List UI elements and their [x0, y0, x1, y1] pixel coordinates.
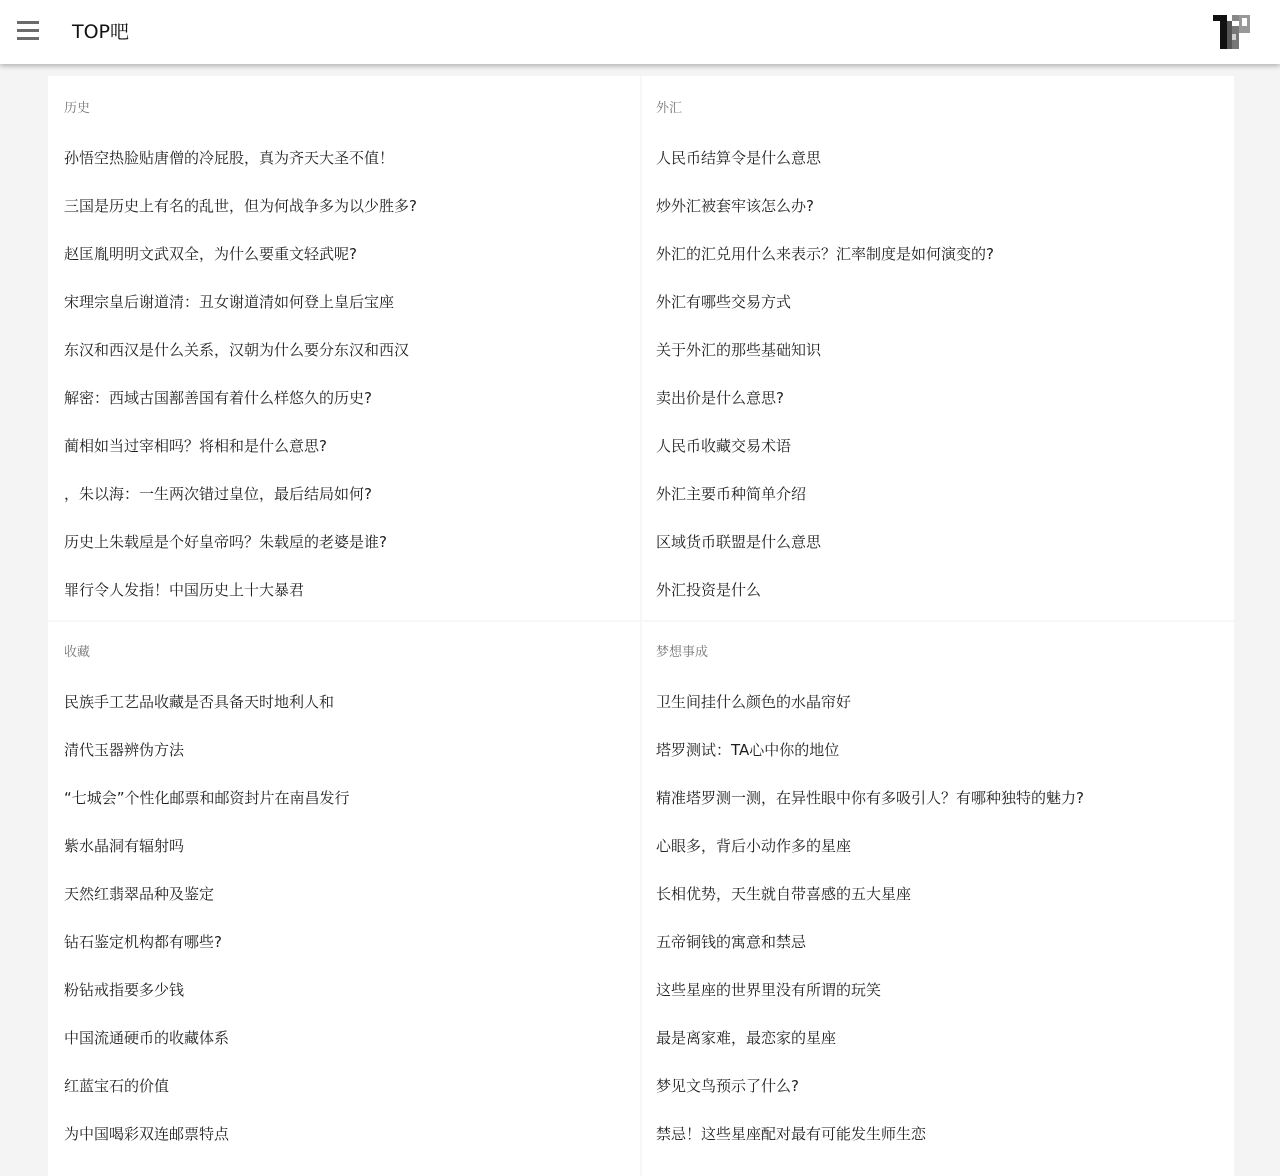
article-list — [656, 144, 1216, 624]
section-title[interactable]: 历史 — [64, 101, 91, 116]
menu-icon-bar — [17, 29, 39, 32]
article-link[interactable]: 民族手工艺品收藏是否具备天时地利人和 — [64, 693, 335, 711]
article-link[interactable]: 粉钻戒指要多少钱 — [64, 981, 185, 999]
article-link[interactable]: 紫水晶洞有辐射吗 — [64, 837, 185, 855]
article-link[interactable]: 卖出价是什么意思? — [656, 389, 784, 407]
section-title[interactable]: 外汇 — [656, 101, 683, 116]
column-divider — [640, 76, 642, 1176]
menu-icon-bar — [17, 37, 39, 40]
article-link[interactable]: 卫生间挂什么颜色的水晶帘好 — [656, 693, 852, 711]
article-link[interactable]: 外汇投资是什么 — [656, 581, 762, 599]
article-link[interactable]: 蔺相如当过宰相吗？将相和是什么意思? — [64, 437, 327, 455]
article-link[interactable]: 钻石鉴定机构都有哪些? — [64, 933, 222, 951]
site-title[interactable]: TOP吧 — [72, 21, 130, 43]
article-panel — [48, 76, 1234, 1176]
article-link[interactable]: 中国流通硬币的收藏体系 — [64, 1029, 230, 1047]
article-link[interactable]: 最是离家难，最恋家的星座 — [656, 1029, 837, 1047]
article-link[interactable]: 区域货币联盟是什么意思 — [656, 533, 822, 551]
top-app-bar — [0, 0, 1280, 64]
article-link[interactable]: 孙悟空热脸贴唐僧的冷屁股，真为齐天大圣不值！ — [64, 149, 395, 167]
article-link[interactable]: 这些星座的世界里没有所谓的玩笑 — [656, 981, 882, 999]
article-link[interactable]: “七城会”个性化邮票和邮资封片在南昌发行 — [64, 789, 350, 807]
article-link[interactable]: ，朱以海：一生两次错过皇位，最后结局如何? — [64, 485, 372, 503]
article-link[interactable]: 梦见文鸟预示了什么? — [656, 1077, 799, 1095]
article-link[interactable]: 赵匡胤明明文武双全，为什么要重文轻武呢? — [64, 245, 357, 263]
article-link[interactable]: 心眼多，背后小动作多的星座 — [656, 837, 852, 855]
article-link[interactable]: 关于外汇的那些基础知识 — [656, 341, 822, 359]
article-link[interactable]: 天然红翡翠品种及鉴定 — [64, 885, 215, 903]
article-link[interactable]: 为中国喝彩双连邮票特点 — [64, 1125, 230, 1143]
article-link[interactable]: 外汇的汇兑用什么来表示？汇率制度是如何演变的? — [656, 245, 994, 263]
site-logo-icon[interactable] — [1212, 14, 1252, 50]
article-link[interactable]: 解密：西域古国鄯善国有着什么样悠久的历史? — [64, 389, 372, 407]
hamburger-menu-icon[interactable] — [17, 21, 39, 41]
article-link[interactable]: 宋理宗皇后谢道清：丑女谢道清如何登上皇后宝座 — [64, 293, 395, 311]
article-link[interactable]: 外汇有哪些交易方式 — [656, 293, 792, 311]
article-link[interactable]: 禁忌！这些星座配对最有可能发生师生恋 — [656, 1125, 927, 1143]
article-link[interactable]: 炒外汇被套牢该怎么办? — [656, 197, 814, 215]
article-link[interactable]: 精准塔罗测一测，在异性眼中你有多吸引人？有哪种独特的魅力? — [656, 789, 1084, 807]
article-link[interactable]: 东汉和西汉是什么关系，汉朝为什么要分东汉和西汉 — [64, 341, 410, 359]
article-list — [656, 688, 1216, 1168]
article-link[interactable]: 塔罗测试：TA心中你的地位 — [656, 741, 840, 759]
section-title[interactable]: 收藏 — [64, 645, 91, 660]
article-link[interactable]: 罪行令人发指！中国历史上十大暴君 — [64, 581, 305, 599]
article-list — [64, 688, 624, 1168]
article-link[interactable]: 清代玉器辨伪方法 — [64, 741, 185, 759]
article-list — [64, 144, 624, 624]
section-title[interactable]: 梦想事成 — [656, 645, 709, 660]
article-link[interactable]: 长相优势，天生就自带喜感的五大星座 — [656, 885, 912, 903]
article-link[interactable]: 三国是历史上有名的乱世，但为何战争多为以少胜多? — [64, 197, 417, 215]
article-link[interactable]: 五帝铜钱的寓意和禁忌 — [656, 933, 807, 951]
article-link[interactable]: 红蓝宝石的价值 — [64, 1077, 170, 1095]
article-link[interactable]: 外汇主要币种简单介绍 — [656, 485, 807, 503]
menu-icon-bar — [17, 21, 39, 24]
article-link[interactable]: 人民币结算令是什么意思 — [656, 149, 822, 167]
article-link[interactable]: 人民币收藏交易术语 — [656, 437, 792, 455]
article-link[interactable]: 历史上朱载垕是个好皇帝吗？朱载垕的老婆是谁? — [64, 533, 387, 551]
